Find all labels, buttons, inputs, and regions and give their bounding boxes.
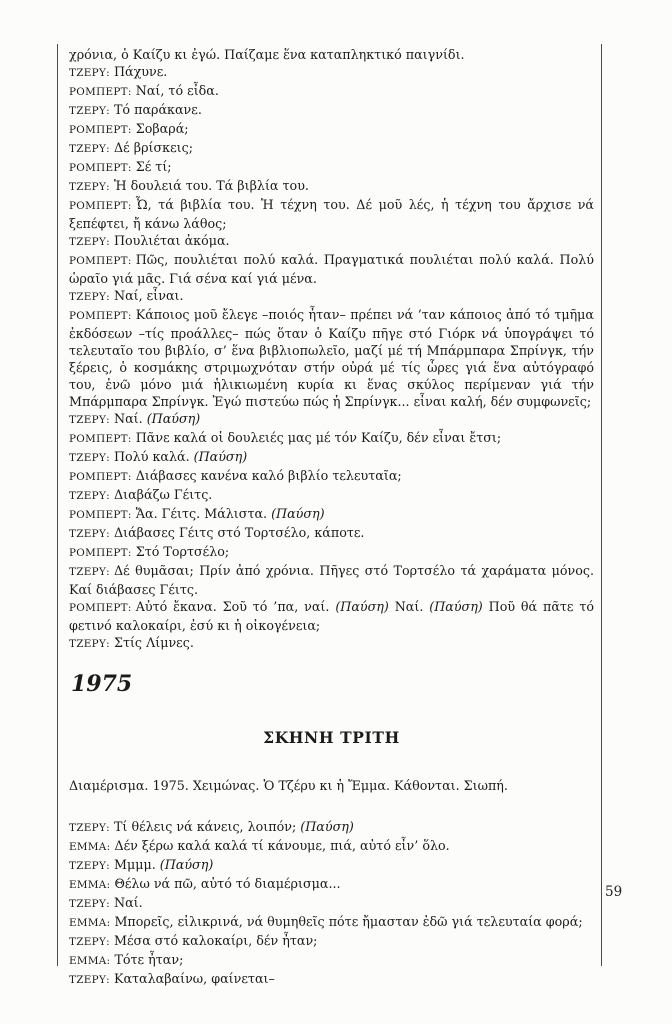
- speech-text: Ποῦ θά πᾶτε τό φετινό καλοκαίρι, ἐσύ κι ἡ οἰκογένεια;: [69, 599, 595, 633]
- speech-text: Ἄα. Γέιτς. Μάλιστα.: [135, 506, 272, 521]
- speaker-label: ΤΖΕΡΥ:: [69, 236, 110, 248]
- speech-text: Ναί.: [113, 411, 147, 426]
- dialogue-line: [69, 232, 594, 251]
- dialogue-line: [69, 913, 594, 932]
- speech-text: Μπορεῖς, εἰλικρινά, νά θυμηθεῖς πότε ἤμασταν ἐδῶ γιά τελευταία φορά;: [114, 914, 583, 929]
- dialogue-line: [69, 875, 594, 894]
- speaker-label: ΤΖΕΡΥ:: [69, 898, 110, 910]
- dialogue-line: [69, 837, 594, 856]
- speaker-label: ΡΟΜΠΕΡΤ:: [69, 255, 132, 267]
- speaker-label: ΡΟΜΠΕΡΤ:: [69, 124, 132, 136]
- speech-text: Κάποιος μοῦ ἔλεγε –ποιός ἦταν– πρέπει νά ’ταν κάποιος ἀπό τό τμῆμα ἐκδόσεων –τίς προάλλες– πώς ὅταν ὁ Καίζυ πῆγε στό Γιόρκ νά ὑπογράψει τό τελευταῖο του βιβλίο, σ’ ἕνα βιβλιοπωλεῖο, μαζί μέ τή Μπάρμπαρα Σπρίνγκ, τήν ξέρεις, ὁ κοσμάκης στριμωχνόταν στήν οὐρά μέ τίς ὧρες γιά ἕνα αὐτόγραφό του, ἐνῶ μόνο μιά ἡλικιωμένη κυρία κι ἕνας σκύλος περίμεναν γιά τήν Μπάρμπαρα Σπρίνγκ. Ἐγώ πιστεύω πώς ἡ Σπρίνγκ... εἶναι καλή, δέν συμφωνεῖς;: [69, 307, 594, 409]
- scene-heading: ΣΚΗΝΗ ΤΡΙΤΗ: [263, 728, 400, 747]
- speaker-label: ΤΖΕΡΥ:: [69, 566, 110, 578]
- speaker-label: ΕΜΜΑ:: [69, 917, 111, 929]
- speech-text: Ναί.: [388, 599, 430, 614]
- inline-stage-direction: (Παύση): [300, 819, 354, 834]
- year-heading: 1975: [71, 671, 133, 697]
- dialogue-line: [69, 598, 594, 634]
- dialogue-line: [69, 932, 594, 951]
- speaker-label: ΤΖΕΡΥ:: [69, 291, 110, 303]
- speech-text: Πάχυνε.: [113, 64, 168, 79]
- dialogue-line: [69, 448, 594, 467]
- speech-text: Μέσα στό καλοκαίρι, δέν ἦταν;: [113, 933, 318, 948]
- dialogue-line: [69, 970, 594, 989]
- dialogue-line: [69, 818, 594, 837]
- speaker-label: ΡΟΜΠΕΡΤ:: [69, 200, 132, 212]
- speech-text: Διάβασες κανένα καλό βιβλίο τελευταῖα;: [135, 468, 402, 483]
- speech-text: Σέ τί;: [135, 159, 172, 174]
- speech-text: Ναί, τό εἶδα.: [135, 83, 219, 98]
- dialogue-line: [69, 306, 594, 410]
- stage-direction: Διαμέρισμα. 1975. Χειμώνας. Ὁ Τζέρυ κι ἡ Ἔμμα. Κάθονται. Σιωπή.: [69, 778, 508, 793]
- dialogue-line: [69, 287, 594, 306]
- speech-text: Σοβαρά;: [135, 121, 189, 136]
- dialogue-line: [69, 467, 594, 486]
- dialogue-line: [69, 894, 594, 913]
- speech-text: Θέλω νά πῶ, αὐτό τό διαμέρισμα...: [114, 876, 341, 891]
- left-margin-rule: [57, 44, 58, 966]
- speech-text: Δέ βρίσκεις;: [113, 140, 194, 155]
- inline-stage-direction: (Παύση): [429, 599, 483, 614]
- speaker-label: ΡΟΜΠΕΡΤ:: [69, 547, 132, 559]
- dialogue-line: [69, 101, 594, 120]
- dialogue-line: [69, 139, 594, 158]
- speech-text: Αὐτό ἔκανα. Σοῦ τό ’πα, ναί.: [135, 599, 336, 614]
- dialogue-line: [69, 251, 594, 287]
- dialogue-line: [69, 120, 594, 139]
- speaker-label: ΤΖΕΡΥ:: [69, 974, 110, 986]
- speaker-label: ΤΖΕΡΥ:: [69, 67, 110, 79]
- speaker-label: ΤΖΕΡΥ:: [69, 452, 110, 464]
- speech-text: Διάβασες Γέιτς στό Τορτσέλο, κάποτε.: [113, 525, 365, 540]
- dialogue-line: [69, 158, 594, 177]
- right-margin-rule: [601, 44, 602, 966]
- dialogue-line: [69, 196, 594, 232]
- dialogue-line: [69, 505, 594, 524]
- dialogue-line: [69, 524, 594, 543]
- speech-text: Στίς Λίμνες.: [113, 635, 194, 650]
- speech-text: Πᾶνε καλά οἱ δουλειές μας μέ τόν Καίζυ, δέν εἶναι ἔτσι;: [135, 430, 502, 445]
- dialogue-line: [69, 486, 594, 505]
- speaker-label: ΡΟΜΠΕΡΤ:: [69, 471, 132, 483]
- inline-stage-direction: (Παύση): [159, 857, 214, 872]
- speech-text: Ναί, εἶναι.: [113, 288, 184, 303]
- text-block: [69, 46, 594, 989]
- dialogue-line: [69, 63, 594, 82]
- speech-text: Στό Τορτσέλο;: [135, 544, 230, 559]
- dialogue-block-1: [69, 46, 594, 653]
- dialogue-line: [69, 177, 594, 196]
- speech-text: Τότε ἦταν;: [114, 952, 184, 967]
- inline-stage-direction: (Παύση): [335, 599, 389, 614]
- dialogue-line: [69, 951, 594, 970]
- speech-text: Τό παράκανε.: [113, 102, 202, 117]
- inline-stage-direction: (Παύση): [146, 411, 201, 426]
- speaker-label: ΤΖΕΡΥ:: [69, 860, 110, 872]
- speech-text: Τί θέλεις νά κάνεις, λοιπόν;: [113, 819, 301, 834]
- inline-stage-direction: (Παύση): [193, 449, 248, 464]
- speaker-label: ΤΖΕΡΥ:: [69, 638, 110, 650]
- speaker-label: ΤΖΕΡΥ:: [69, 414, 110, 426]
- speaker-label: ΡΟΜΠΕΡΤ:: [69, 310, 132, 322]
- speaker-label: ΡΟΜΠΕΡΤ:: [69, 433, 132, 445]
- dialogue-line: [69, 856, 594, 875]
- speech-text: Ἡ δουλειά του. Τά βιβλία του.: [113, 178, 309, 193]
- speech-text: Ὦ, τά βιβλία του. Ἡ τέχνη του. Δέ μοῦ λές, ἡ τέχνη του ἄρχισε νά ξεπέφτει, ἤ κάνω λάθος;: [69, 197, 594, 231]
- speaker-label: ΡΟΜΠΕΡΤ:: [69, 162, 132, 174]
- dialogue-line: [69, 410, 594, 429]
- speaker-label: ΕΜΜΑ:: [69, 955, 111, 967]
- speech-text: Δέ θυμᾶσαι; Πρίν ἀπό χρόνια. Πῆγες στό Τορτσέλο τά χαράματα μόνος. Καί διάβασες Γέιτς.: [69, 563, 594, 597]
- inline-stage-direction: (Παύση): [271, 506, 325, 521]
- speaker-label: ΤΖΕΡΥ:: [69, 528, 110, 540]
- speaker-label: ΡΟΜΠΕΡΤ:: [69, 602, 132, 614]
- speech-text: Πῶς, πουλιέται πολύ καλά. Πραγματικά πουλιέται πολύ καλά. Πολύ ὡραῖο γιά μᾶς. Γιά σένα καί γιά μένα.: [69, 252, 594, 286]
- speaker-label: ΤΖΕΡΥ:: [69, 936, 110, 948]
- dialogue-line: [69, 46, 594, 63]
- speech-text: Ναί.: [113, 895, 143, 910]
- speech-text: Δέν ξέρω καλά καλά τί κάνουμε, πιά, αὐτό εἶν’ ὅλο.: [114, 838, 450, 853]
- dialogue-line: [69, 543, 594, 562]
- speaker-label: ΕΜΜΑ:: [69, 841, 111, 853]
- speaker-label: ΤΖΕΡΥ:: [69, 822, 110, 834]
- page-number: 59: [605, 884, 623, 900]
- speech-text: Μμμμ.: [113, 857, 160, 872]
- dialogue-line: [69, 82, 594, 101]
- speaker-label: ΕΜΜΑ:: [69, 879, 111, 891]
- speaker-label: ΡΟΜΠΕΡΤ:: [69, 86, 132, 98]
- speech-text: Καταλαβαίνω, φαίνεται–: [113, 971, 275, 986]
- speaker-label: ΤΖΕΡΥ:: [69, 105, 110, 117]
- speaker-label: ΤΖΕΡΥ:: [69, 181, 110, 193]
- speaker-label: ΡΟΜΠΕΡΤ:: [69, 509, 132, 521]
- speech-text: Πουλιέται ἀκόμα.: [113, 233, 230, 248]
- speech-text: χρόνια, ὁ Καίζυ κι ἐγώ. Παίζαμε ἕνα καταπληκτικό παιγνίδι.: [69, 47, 465, 62]
- dialogue-line: [69, 429, 594, 448]
- speaker-label: ΤΖΕΡΥ:: [69, 143, 110, 155]
- speaker-label: ΤΖΕΡΥ:: [69, 490, 110, 502]
- dialogue-block-2: [69, 818, 594, 989]
- speech-text: Διαβάζω Γέιτς.: [113, 487, 213, 502]
- speech-text: Πολύ καλά.: [113, 449, 194, 464]
- dialogue-line: [69, 634, 594, 653]
- dialogue-line: [69, 562, 594, 598]
